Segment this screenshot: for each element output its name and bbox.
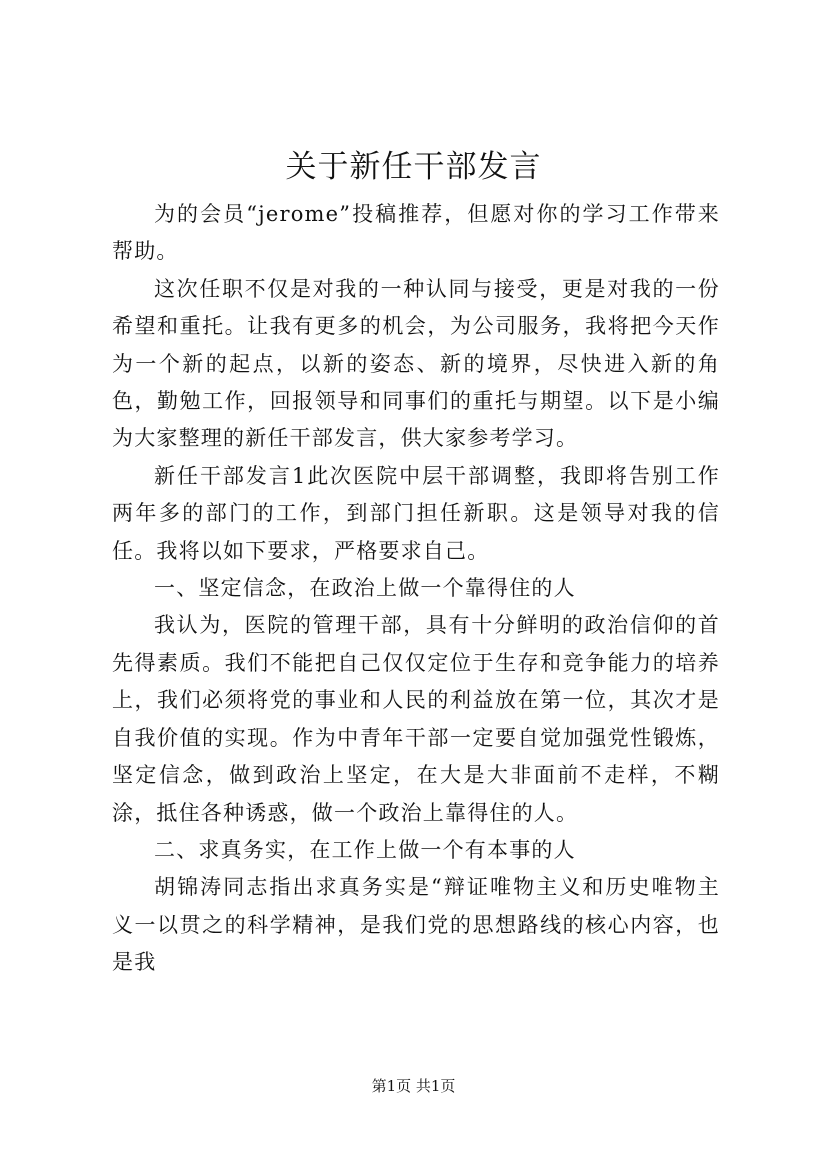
document-title: 关于新任干部发言 [285,149,542,185]
section-heading-1: 一、坚定信念，在政治上做一个靠得住的人 [154,576,576,601]
paragraph-speech-1: 新任干部发言1此次医院中层干部调整，我即将告别工作两年多的部门的工作，到部门担任新职。这是领导对我的信任。我将以如下要求，严格要求自己。 [112,463,720,563]
paragraph-pragmatic: 胡锦涛同志指出求真务实是“辩证唯物主义和历史唯物主义一以贯之的科学精神，是我们党的思想路线的核心内容，也是我 [112,875,720,975]
document-body [112,196,720,982]
paragraph-intro: 为的会员“jerome”投稿推荐，但愿对你的学习工作带来帮助。 [112,202,720,264]
section-heading-2: 二、求真务实，在工作上做一个有本事的人 [154,837,576,862]
paragraph-political: 我认为，医院的管理干部，具有十分鲜明的政治信仰的首先得素质。我们不能把自己仅仅定位于生存和竞争能力的培养上，我们必须将党的事业和人民的利益放在第一位，其次才是自我价值的实现。作为中青年干部一定要自觉加强党性锻炼，坚定信念，做到政治上坚定，在大是大非面前不走样，不糊涂，抵住各种诱惑，做一个政治上靠得住的人。 [112,613,720,825]
page-footer: 第1页 共1页 [371,1077,456,1095]
paragraph-appointment: 这次任职不仅是对我的一种认同与接受，更是对我的一份希望和重托。让我有更多的机会，为公司服务，我将把今天作为一个新的起点，以新的姿态、新的境界，尽快进入新的角色，勤勉工作，回报领导和同事们的重托与期望。以下是小编为大家整理的新任干部发言，供大家参考学习。 [112,276,720,451]
